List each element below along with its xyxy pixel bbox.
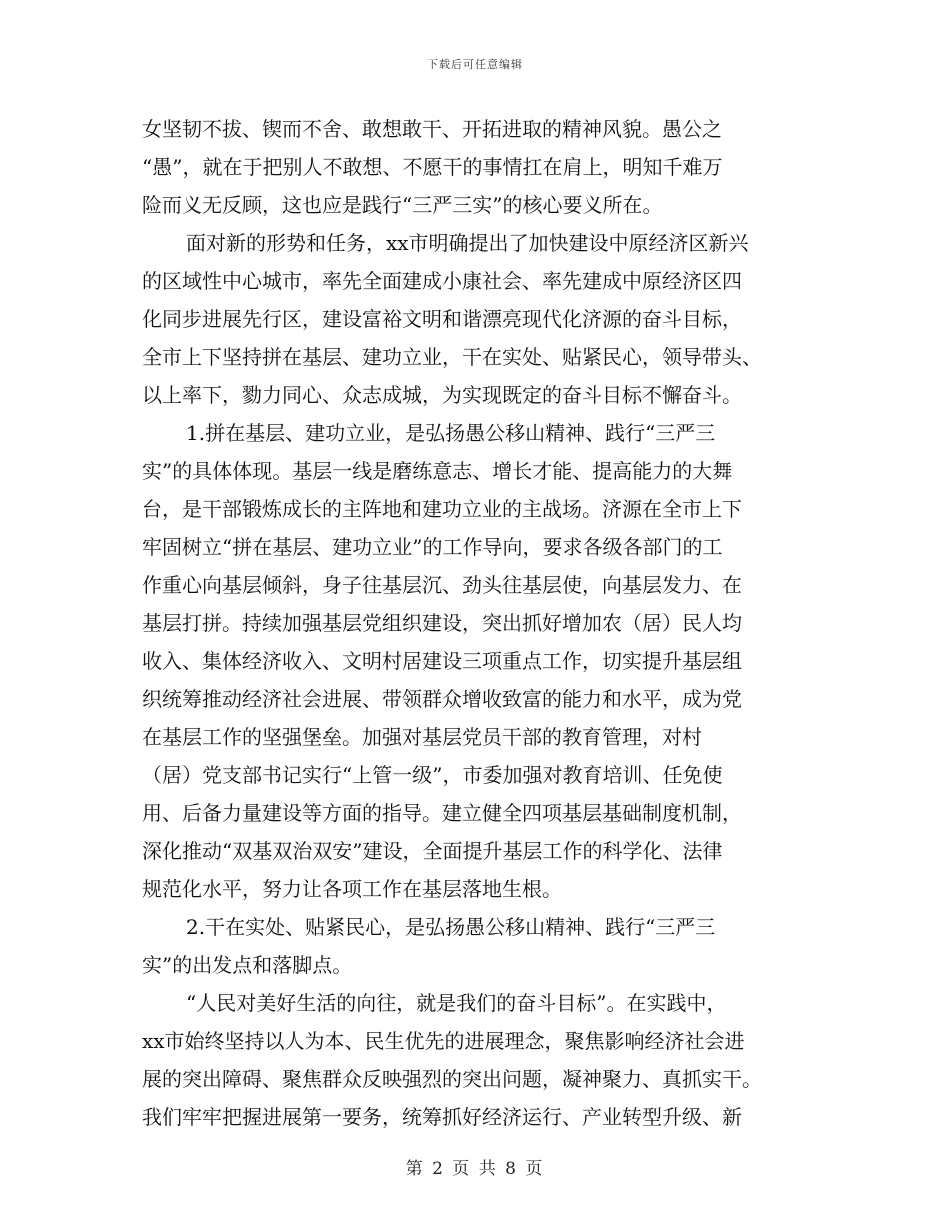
text-line: “愚”，就在于把别人不敢想、不愿干的事情扛在肩上，明知千难万 [142,155,723,179]
page-header: 下载后可任意编辑 [427,58,523,71]
text-line: 以上率下，勠力同心、众志成城，为实现既定的奋斗目标不懈奋斗。 [142,383,742,407]
text-line: 险而义无反顾，这也应是践行“三严三实”的核心要义所在。 [142,193,663,217]
text-line: 我们牢牢把握进展第一要务，统筹抓好经济运行、产业转型升级、新 [142,1105,742,1129]
text-line: 全市上下坚持拼在基层、建功立业，干在实处、贴紧民心，领导带头、 [142,345,762,369]
paragraph-start-line: 2.干在实处、贴紧民心，是弘扬愚公移山精神、践行“三严三 [186,915,716,939]
paragraph-start-line: “人民对美好生活的向往，就是我们的奋斗目标”。在实践中， [186,991,727,1015]
text-line: 作重心向基层倾斜，身子往基层沉、劲头往基层使，向基层发力、在 [142,573,742,597]
text-line: 化同步进展先行区，建设富裕文明和谐漂亮现代化济源的奋斗目标， [142,307,742,331]
text-line: 用、后备力量建设等方面的指导。建立健全四项基层基础制度机制， [142,801,742,825]
text-line: 在基层工作的坚强堡垒。加强对基层党员干部的教育管理，对村 [142,725,702,749]
paragraph-start-line: 面对新的形势和任务，xx市明确提出了加快建设中原经济区新兴 [186,231,749,255]
text-line: 的区域性中心城市，率先全面建成小康社会、率先建成中原经济区四 [142,269,742,293]
text-line: 实”的出发点和落脚点。 [142,953,353,977]
paragraph-start-line: 1.拼在基层、建功立业，是弘扬愚公移山精神、践行“三严三 [186,421,716,445]
text-line: 实”的具体体现。基层一线是磨练意志、增长才能、提高能力的大舞 [142,459,733,483]
text-line: 牢固树立“拼在基层、建功立业”的工作导向，要求各级各部门的工 [142,535,723,559]
document-body [142,110,822,1136]
text-line: 深化推动“双基双治双安”建设，全面提升基层工作的科学化、法律 [142,839,723,863]
text-line: （居）党支部书记实行“上管一级”，市委加强对教育培训、任免使 [142,763,723,787]
text-line: 基层打拼。持续加强基层党组织建设，突出抓好增加农（居）民人均 [142,611,742,635]
text-line: 规范化水平，努力让各项工作在基层落地生根。 [142,877,562,901]
text-line: xx市始终坚持以人为本、民生优先的进展理念，聚焦影响经济社会进 [142,1029,745,1053]
text-line: 收入、集体经济收入、文明村居建设三项重点工作，切实提升基层组 [142,649,742,673]
text-line: 女坚韧不拔、锲而不舍、敢想敢干、开拓进取的精神风貌。愚公之 [142,117,722,141]
page-number-footer: 第 2 页 共 8 页 [405,1159,545,1179]
text-line: 台，是干部锻炼成长的主阵地和建功立业的主战场。济源在全市上下 [142,497,742,521]
text-line: 织统筹推动经济社会进展、带领群众增收致富的能力和水平，成为党 [142,687,742,711]
text-line: 展的突出障碍、聚焦群众反映强烈的突出问题，凝神聚力、真抓实干。 [142,1067,762,1091]
